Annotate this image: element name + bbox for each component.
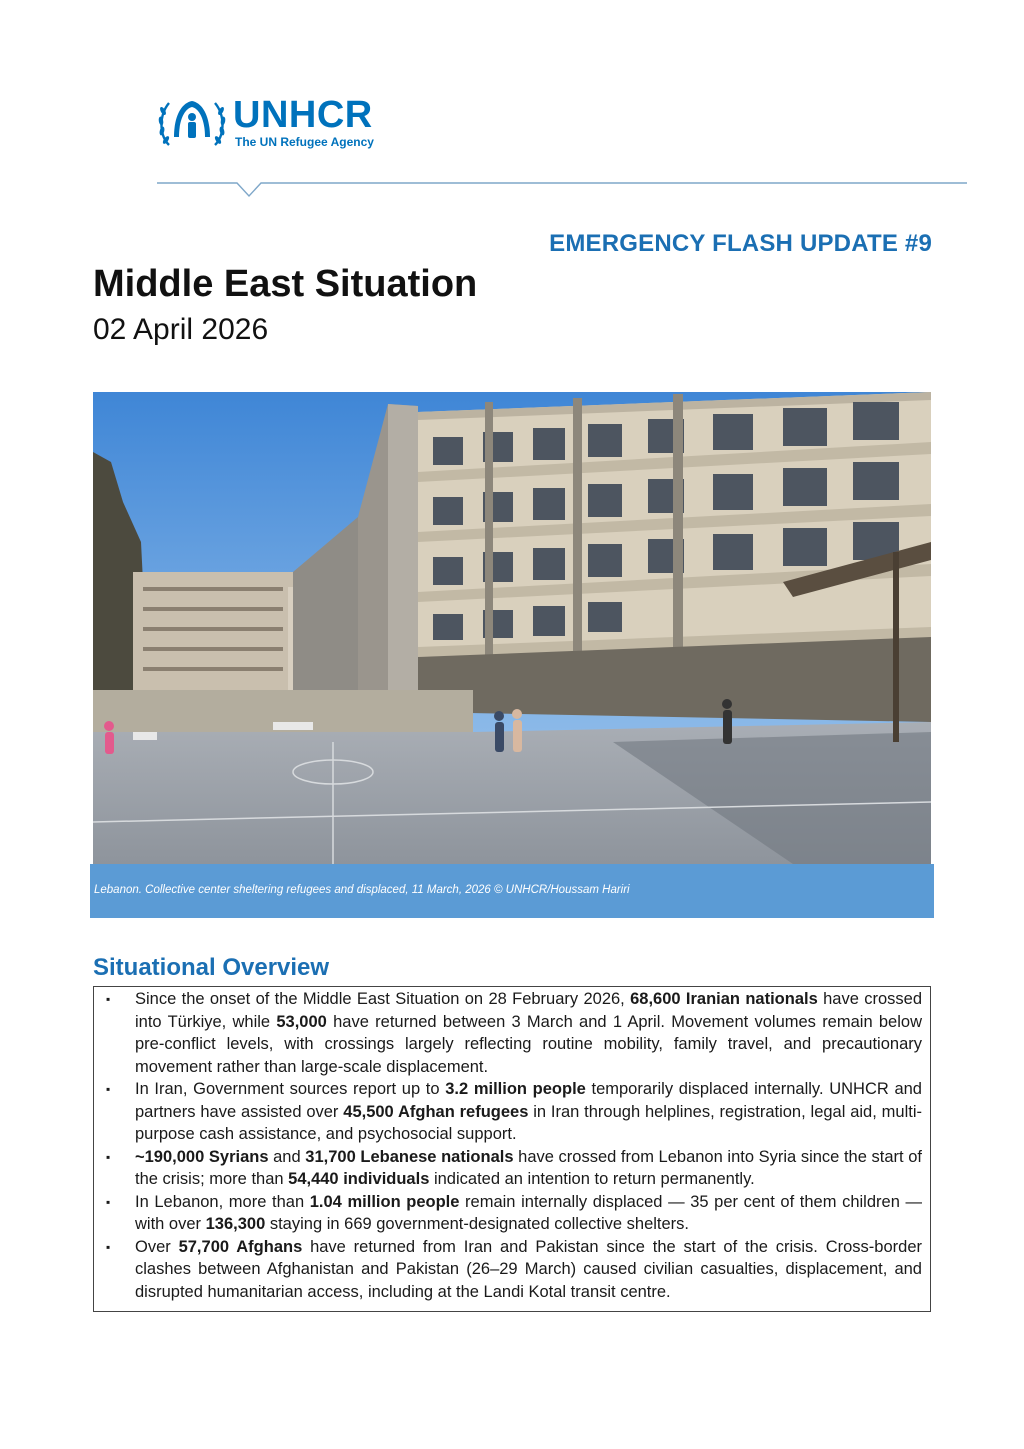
photo-caption-bar [90, 864, 934, 918]
section-title-situational-overview: Situational Overview [93, 954, 330, 981]
bullet-text: remain internally displaced — 35 per cent of them children — with over [135, 1192, 922, 1233]
bullet-highlight: 31,700 Lebanese nationals [305, 1147, 514, 1166]
bullet-text: have returned from Iran and Pakistan since the start of the crisis. Cross-border clashes between Afghanistan and Pakistan (26–29 March) caused civilian casualties, displacement, and disrupted humanitarian access, including at the Landi Kotal transit centre. [135, 1237, 922, 1301]
header-divider [157, 182, 967, 200]
bullet-text: have crossed into Türkiye, while [135, 990, 922, 1031]
bullet-highlight: 54,440 individuals [288, 1170, 430, 1188]
bullet-highlight: 45,500 Afghan refugees [343, 1102, 529, 1121]
bullet-text: and [268, 1147, 306, 1166]
overview-bullet [94, 988, 930, 1078]
bullet-text: In Iran, Government sources report up to [135, 1080, 446, 1098]
bullet-highlight: 57,700 Afghans [178, 1237, 303, 1256]
overview-box [93, 986, 931, 1312]
unhcr-logo [157, 93, 417, 155]
bullet-text: Since the onset of the Middle East Situation on 28 February 2026, [135, 990, 631, 1008]
bullet-marker-icon: ▪ [106, 1082, 111, 1096]
bullet-text: in Iran through helplines, registration, legal aid, multi-purpose cash assistance, and psychosocial support. [135, 1102, 922, 1143]
logo-tagline: The UN Refugee Agency [235, 135, 374, 149]
page-title: Middle East Situation [93, 263, 478, 305]
bullet-text: In Lebanon, more than [135, 1192, 310, 1211]
bullet-highlight: 3.2 million people [445, 1080, 586, 1098]
overview-bullet-list [94, 988, 930, 1303]
bullet-text: have crossed from Lebanon into Syria since the start of the crisis; more than [135, 1147, 922, 1188]
photo-caption: Lebanon. Collective center sheltering refugees and displaced, 11 March, 2026 © UNHCR/Houssam Hariri [94, 884, 630, 896]
bullet-highlight: 1.04 million people [309, 1192, 460, 1211]
unhcr-emblem-icon [157, 93, 227, 153]
bullet-highlight: ~190,000 Syrians [135, 1147, 269, 1166]
bullet-highlight: 53,000 [276, 1012, 327, 1031]
bullet-marker-icon: ▪ [106, 1194, 111, 1209]
bullet-marker-icon: ▪ [106, 1239, 111, 1254]
bullet-text: have returned between 3 March and 1 April. Movement volumes remain below pre-conflict levels, with crossings largely reflecting routine mobility, family travel, and precautionary movement rather than large-scale displacement. [135, 1012, 922, 1076]
flash-update-label: EMERGENCY FLASH UPDATE #9 [549, 230, 932, 257]
document-date: 02 April 2026 [93, 313, 269, 346]
cover-photo [93, 392, 931, 864]
bullet-text: Over [135, 1237, 179, 1256]
bullet-text: temporarily displaced internally. UNHCR and partners have assisted over [135, 1080, 922, 1121]
logo-wordmark: UNHCR [233, 94, 373, 136]
bullet-text: staying in 669 government-designated collective shelters. [265, 1215, 690, 1233]
overview-bullet [94, 1146, 930, 1191]
bullet-marker-icon: ▪ [106, 992, 111, 1006]
overview-bullet [94, 1191, 930, 1236]
bullet-highlight: 68,600 Iranian nationals [630, 990, 818, 1008]
overview-bullet [94, 1236, 930, 1304]
bullet-text: indicated an intention to return permanently. [429, 1170, 755, 1188]
bullet-marker-icon: ▪ [106, 1149, 111, 1164]
overview-bullet [94, 1078, 930, 1146]
bullet-highlight: 136,300 [205, 1215, 266, 1233]
